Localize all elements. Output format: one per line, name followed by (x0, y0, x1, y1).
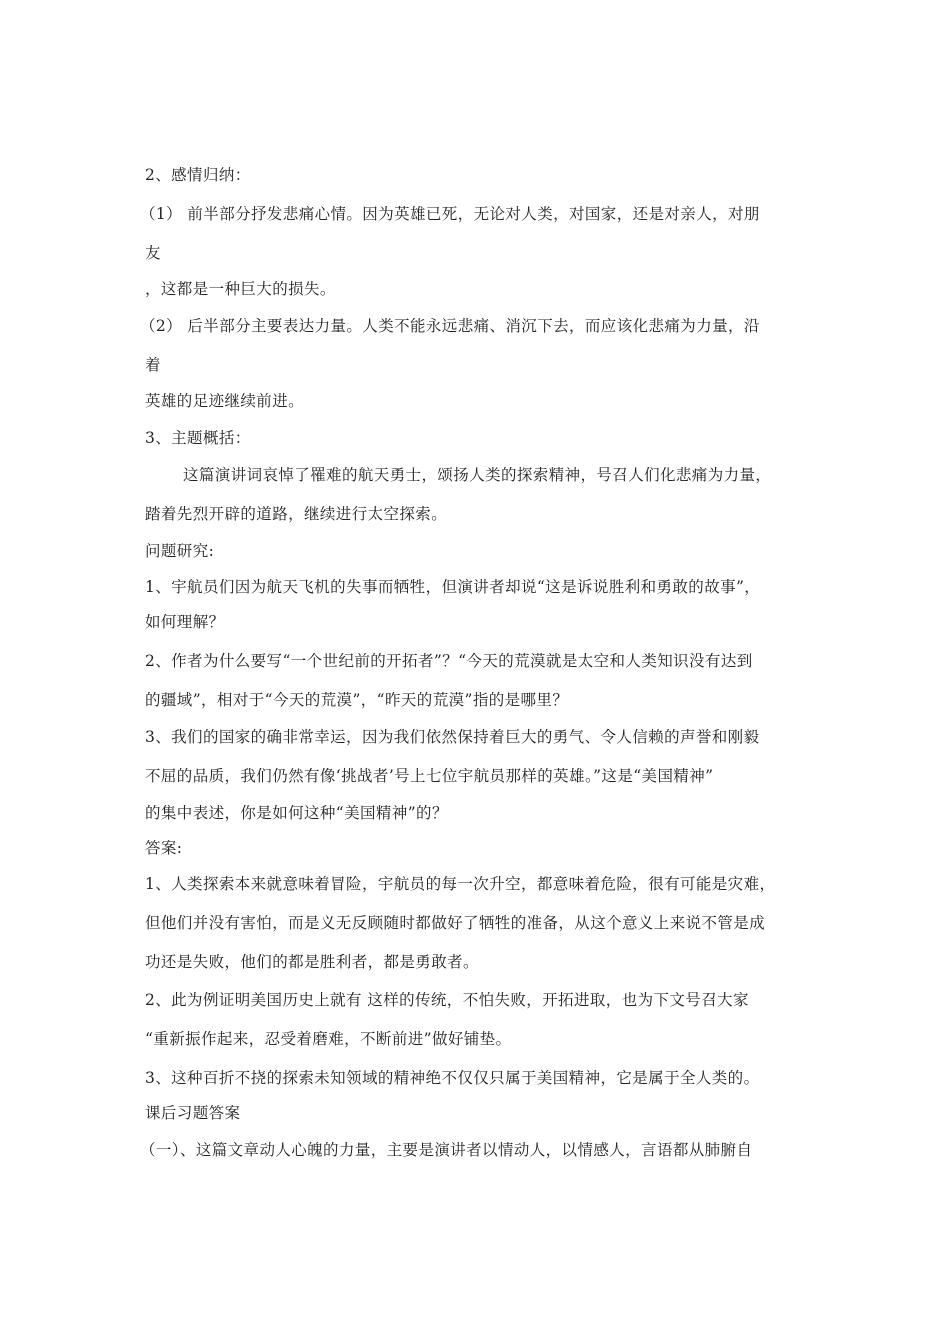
section-heading: 答案: (145, 839, 183, 857)
text-line: 如何理解？ (145, 613, 225, 631)
section-heading: 2、感情归纳： (145, 166, 251, 184)
text-line: 1、宇航员们因为航天飞机的失事而牺牲，但演讲者却说“这是诉说胜利和勇敢的故事”， (145, 578, 761, 596)
text-line: 2、此为例证明美国历史上就有 这样的传统，不怕失败，开拓进取，也为下文号召大家 (145, 991, 749, 1009)
text-line: 踏着先烈开辟的道路，继续进行太空探索。 (145, 505, 448, 523)
text-line: “重新振作起来，忍受着磨难，不断前进”做好铺垫。 (145, 1030, 512, 1048)
text-line: 着 (145, 356, 161, 374)
text-line: 1、人类探索本来就意味着冒险，宇航员的每一次升空，都意味着危险，很有可能是灾难， (145, 875, 776, 893)
text-line: 友 (145, 244, 161, 262)
text-line: 这篇演讲词哀悼了罹难的航天勇士，颂扬人类的探索精神，号召人们化悲痛为力量， (183, 466, 772, 484)
text-line: 2、作者为什么要写“一个世纪前的开拓者”？“今天的荒漠就是太空和人类知识没有达到 (145, 652, 753, 670)
text-line: （2） 后半部分主要表达力量。人类不能永远悲痛、消沉下去，而应该化悲痛为力量，沿 (140, 317, 760, 335)
text-line: 但他们并没有害怕，而是义无反顾随时都做好了牺牲的准备，从这个意义上来说不管是成 (145, 914, 766, 932)
text-line: 3、我们的国家的确非常幸运，因为我们依然保持着巨大的勇气、令人信赖的声誉和刚毅 (145, 728, 760, 746)
text-line: 3、这种百折不挠的探索未知领域的精神绝不仅仅只属于美国精神，它是属于全人类的。 (145, 1069, 760, 1087)
text-line: 的疆域”，相对于“今天的荒漠”，“昨天的荒漠”指的是哪里？ (145, 691, 569, 709)
text-line: 功还是失败，他们的都是胜利者，都是勇敢者。 (145, 953, 479, 971)
section-heading: 问题研究: (145, 542, 215, 560)
text-line: 英雄的足迹继续前进。 (145, 392, 305, 410)
text-line: （1） 前半部分抒发悲痛心情。因为英雄已死，无论对人类，对国家，还是对亲人，对朋 (140, 205, 760, 223)
section-heading: 课后习题答案 (145, 1104, 241, 1122)
text-line: ，这都是一种巨大的损失。 (145, 280, 336, 298)
text-line: （一）、这篇文章动人心魄的力量，主要是演讲者以情动人，以情感人，言语都从肺腑自 (140, 1141, 753, 1159)
section-heading: 3、主题概括： (145, 429, 251, 447)
text-line: 不屈的品质，我们仍然有像‘挑战者’号上七位宇航员那样的英雄。”这是“美国精神” (145, 767, 714, 785)
text-line: 的集中表述，你是如何这种“美国精神”的？ (145, 804, 448, 822)
